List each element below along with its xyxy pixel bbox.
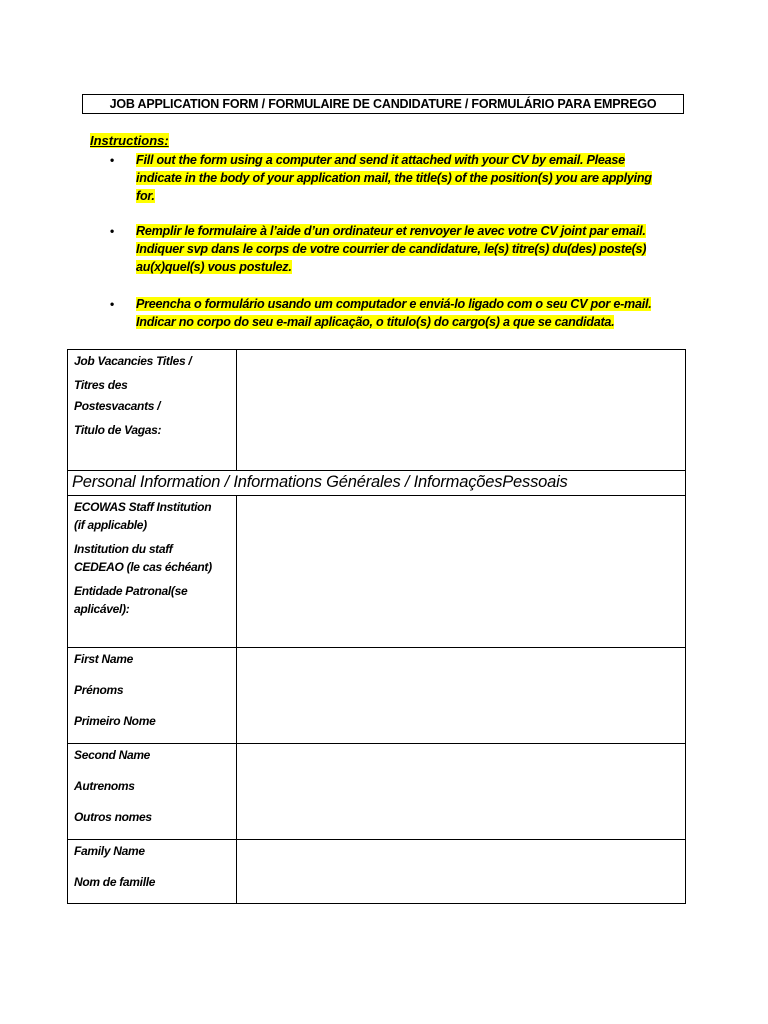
ecowas-field[interactable] [237, 496, 686, 648]
ecowas-row [68, 496, 686, 648]
bullet-icon: • [110, 224, 114, 238]
family-name-row [68, 840, 686, 904]
family-name-field[interactable] [237, 840, 686, 904]
job-vacancies-field[interactable] [237, 350, 686, 471]
job-vacancies-row [68, 350, 686, 471]
application-form-table [67, 349, 686, 904]
ecowas-label-pt-2: aplicável): [74, 602, 130, 616]
second-name-field[interactable] [237, 744, 686, 840]
family-name-label [68, 840, 237, 904]
second-name-label-en: Second Name [74, 748, 151, 762]
ecowas-label-fr-2: CEDEAO (le cas échéant) [74, 560, 212, 574]
ecowas-label-pt-1: Entidade Patronal(se [74, 584, 188, 598]
second-name-label [68, 744, 237, 840]
first-name-label [68, 648, 237, 744]
first-name-label-pt: Primeiro Nome [74, 714, 156, 728]
ecowas-label-en-1: ECOWAS Staff Institution [74, 500, 212, 514]
family-name-label-en: Family Name [74, 844, 145, 858]
first-name-row [68, 648, 686, 744]
bullet-icon: • [110, 153, 114, 167]
instruction-text-en: Fill out the form using a computer and send it attached with your CV by email. Please indicate in the body of your application mail, the title(s) of the position(s) you are applying for. [136, 153, 652, 203]
bullet-icon: • [110, 297, 114, 311]
family-name-label-fr: Nom de famille [74, 875, 156, 889]
instruction-text-pt: Preencha o formulário usando um computador e enviá-lo ligado com o seu CV por e-mail. Indicar no corpo do seu e-mail aplicação, o titulo(s) do cargo(s) a que se candidata. [136, 297, 652, 329]
second-name-label-fr: Autrenoms [74, 779, 135, 793]
instructions-heading [90, 133, 169, 149]
section-personal-row [68, 471, 686, 496]
instruction-item-fr [110, 222, 670, 276]
first-name-label-en: First Name [74, 652, 134, 666]
second-name-label-pt: Outros nomes [74, 810, 152, 824]
instruction-item-pt [110, 295, 670, 331]
ecowas-label [68, 496, 237, 648]
second-name-row [68, 744, 686, 840]
job-vacancies-label [68, 350, 237, 471]
job-vacancies-label-fr-2: Postesvacants / [74, 399, 161, 413]
first-name-field[interactable] [237, 648, 686, 744]
job-vacancies-label-pt: Titulo de Vagas: [74, 423, 162, 437]
job-vacancies-label-en: Job Vacancies Titles / [74, 354, 192, 368]
form-title: JOB APPLICATION FORM / FORMULAIRE DE CANDIDATURE / FORMULÁRIO PARA EMPREGO [82, 94, 684, 114]
ecowas-label-en-2: (if applicable) [74, 518, 147, 532]
job-vacancies-label-fr-1: Titres des [74, 378, 128, 392]
section-personal-heading: Personal Information / Informations Générales / InformaçõesPessoais [68, 471, 686, 496]
instruction-text-fr: Remplir le formulaire à l’aide d’un ordinateur et renvoyer le avec votre CV joint par email. Indiquer svp dans le corps de votre courrier de candidature, le(s) titre(s) du(des) poste(s) au(x)quel(s) vous postulez. [136, 224, 647, 274]
ecowas-label-fr-1: Institution du staff [74, 542, 173, 556]
first-name-label-fr: Prénoms [74, 683, 124, 697]
instruction-item-en [110, 151, 670, 205]
instructions-heading-text: Instructions: [90, 133, 169, 148]
